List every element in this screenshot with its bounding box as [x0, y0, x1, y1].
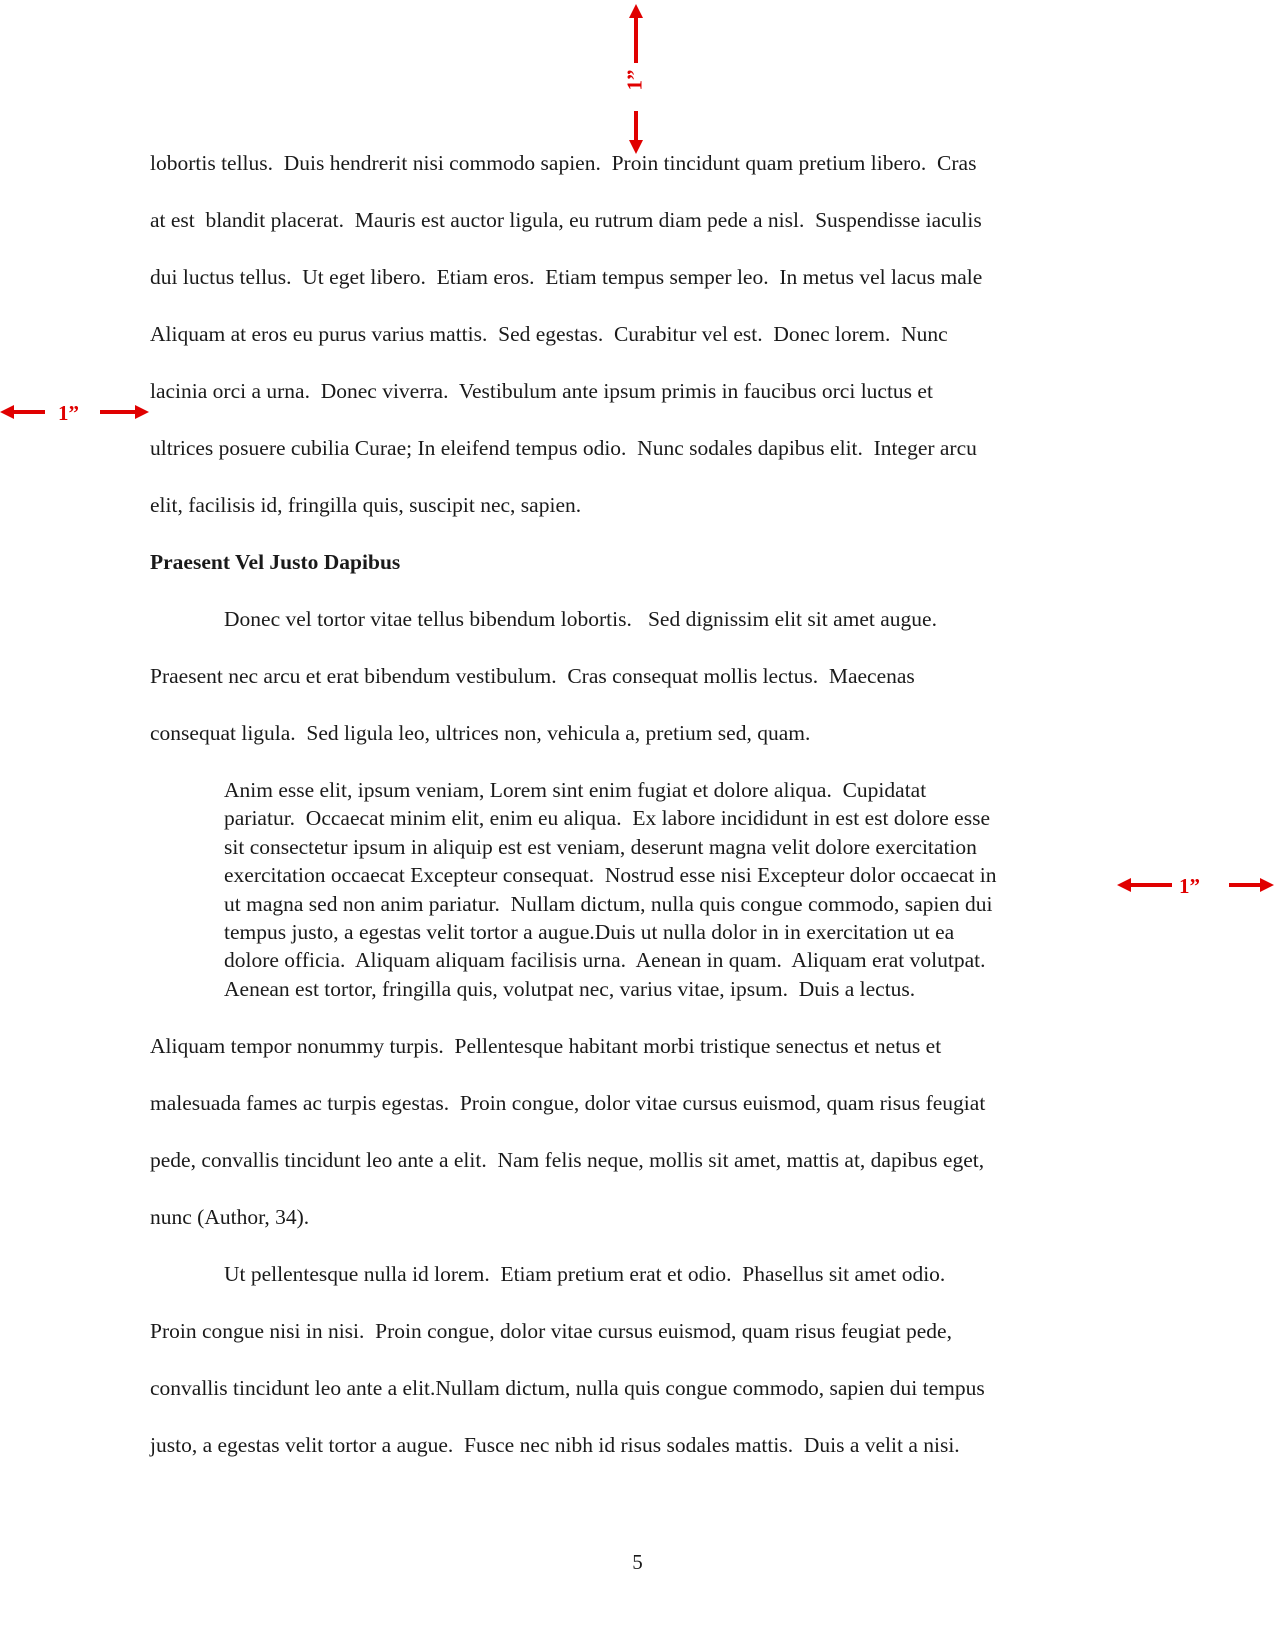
top-margin-label: 1” — [622, 69, 647, 91]
body-line: lobortis tellus. Duis hendrerit nisi commodo sapien. Proin tincidunt quam pretium libero. Cras — [150, 151, 977, 175]
body-line: pede, convallis tincidunt leo ante a elit. Nam felis neque, mollis sit amet, mattis at, dapibus eget, — [150, 1148, 985, 1172]
block-quote-line: tempus justo, a egestas velit tortor a augue.Duis ut nulla dolor in in exercitation ut ea — [224, 920, 955, 944]
block-quote-line: exercitation occaecat Excepteur consequat. Nostrud esse nisi Excepteur dolor occaecat in — [224, 863, 997, 887]
page-number: 5 — [632, 1550, 643, 1574]
body-line: malesuada fames ac turpis egestas. Proin congue, dolor vitae cursus euismod, quam risus feugiat — [150, 1091, 986, 1115]
body-line: Donec vel tortor vitae tellus bibendum lobortis. Sed dignissim elit sit amet augue. — [224, 607, 937, 631]
body-line: lacinia orci a urna. Donec viverra. Vestibulum ante ipsum primis in faucibus orci luctus et — [150, 379, 933, 403]
block-quote-line: pariatur. Occaecat minim elit, enim eu aliqua. Ex labore incididunt in est est dolore esse — [224, 806, 990, 830]
body-line: convallis tincidunt leo ante a elit.Nullam dictum, nulla quis congue commodo, sapien dui tempus — [150, 1376, 985, 1400]
left-margin-label: 1” — [58, 401, 79, 425]
block-quote-line: sit consectetur ipsum in aliquip est est veniam, deserunt magna velit dolore exercitation — [224, 835, 977, 859]
body-line: consequat ligula. Sed ligula leo, ultrices non, vehicula a, pretium sed, quam. — [150, 721, 811, 745]
body-line: Ut pellentesque nulla id lorem. Etiam pretium erat et odio. Phasellus sit amet odio. — [224, 1262, 946, 1286]
block-quote-line: ut magna sed non anim pariatur. Nullam dictum, nulla quis congue commodo, sapien dui — [224, 892, 993, 916]
body-line: dui luctus tellus. Ut eget libero. Etiam eros. Etiam tempus semper leo. In metus vel lacus male — [150, 265, 983, 289]
body-line: Proin congue nisi in nisi. Proin congue, dolor vitae cursus euismod, quam risus feugiat pede, — [150, 1319, 952, 1343]
right-margin-label: 1” — [1179, 874, 1200, 898]
body-line: justo, a egestas velit tortor a augue. Fusce nec nibh id risus sodales mattis. Duis a velit a nisi. — [150, 1433, 960, 1457]
body-line: nunc (Author, 34). — [150, 1205, 310, 1229]
body-line: at est blandit placerat. Mauris est auctor ligula, eu rutrum diam pede a nisl. Suspendisse iaculis — [150, 208, 982, 232]
block-quote-line: dolore officia. Aliquam aliquam facilisis urna. Aenean in quam. Aliquam erat volutpat. — [224, 948, 986, 972]
block-quote-line: Anim esse elit, ipsum veniam, Lorem sint enim fugiat et dolore aliqua. Cupidatat — [224, 778, 927, 802]
block-quote-line: Aenean est tortor, fringilla quis, volutpat nec, varius vitae, ipsum. Duis a lectus. — [224, 977, 916, 1001]
body-line: Aliquam at eros eu purus varius mattis. Sed egestas. Curabitur vel est. Donec lorem. Nunc — [150, 322, 948, 346]
body-line: ultrices posuere cubilia Curae; In eleifend tempus odio. Nunc sodales dapibus elit. Integer arcu — [150, 436, 977, 460]
body-line: Aliquam tempor nonummy turpis. Pellentesque habitant morbi tristique senectus et netus et — [150, 1034, 942, 1058]
section-heading: Praesent Vel Justo Dapibus — [150, 550, 401, 574]
body-line: Praesent nec arcu et erat bibendum vestibulum. Cras consequat mollis lectus. Maecenas — [150, 664, 915, 688]
body-line: elit, facilisis id, fringilla quis, suscipit nec, sapien. — [150, 493, 582, 517]
